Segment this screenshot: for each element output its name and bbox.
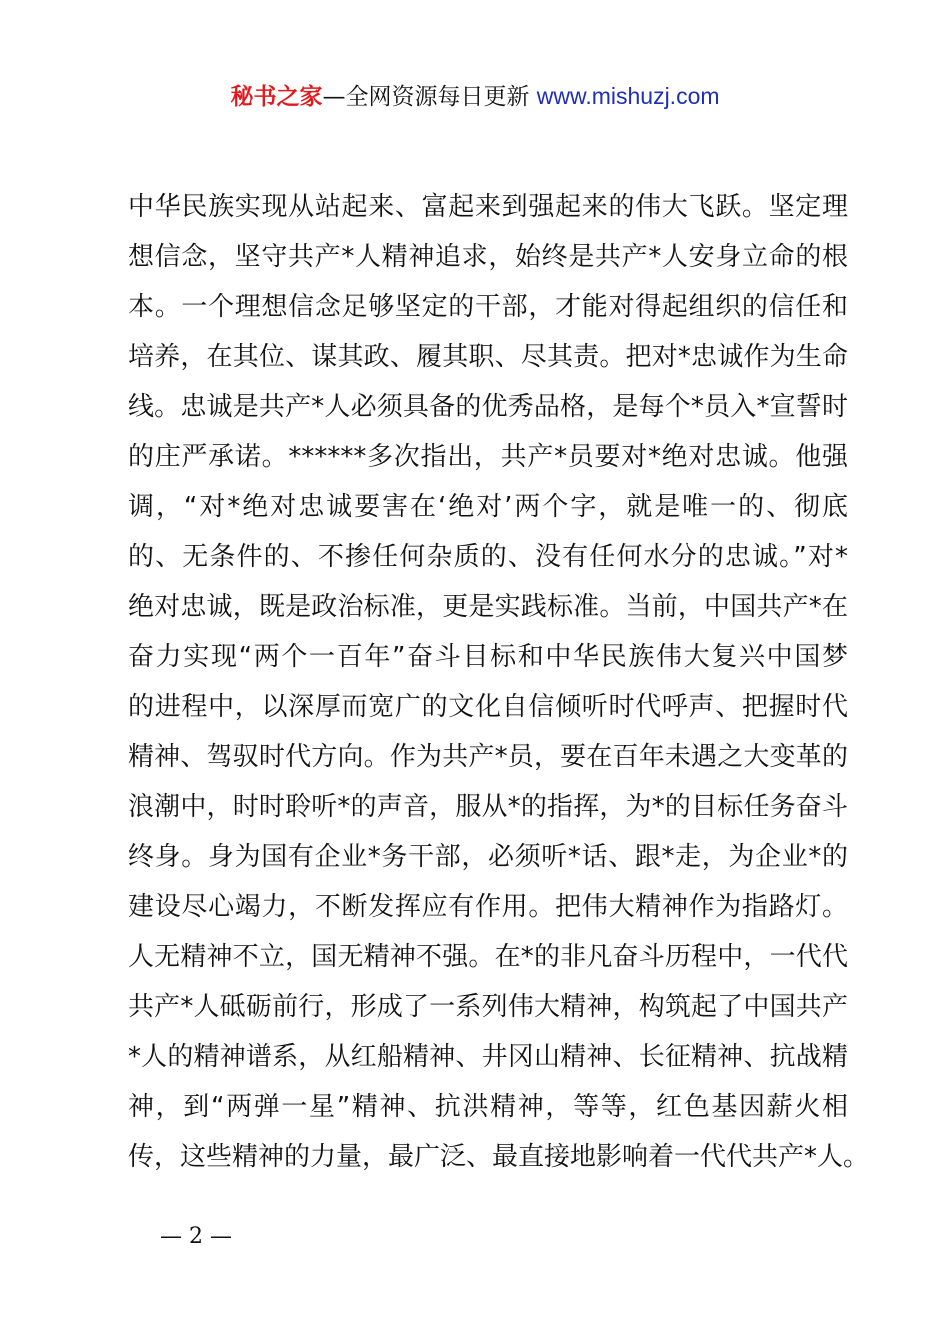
body-line: 建设尽心竭力，不断发挥应有作用。把伟大精神作为指路灯。: [128, 892, 848, 922]
body-line: 浪潮中，时时聆听*的声音，服从*的指挥，为*的目标任务奋斗: [128, 792, 848, 822]
body-line: 终身。身为国有企业*务干部，必须听*话、跟*走，为企业*的: [128, 842, 848, 872]
body-line: 调，“对*绝对忠诚要害在‘绝对’两个字，就是唯一的、彻底: [128, 492, 848, 522]
body-line: 想信念，坚守共产*人精神追求，始终是共产*人安身立命的根: [128, 242, 848, 272]
body-line: 培养，在其位、谋其政、履其职、尽其责。把对*忠诚作为生命: [128, 342, 848, 372]
body-line: 传，这些精神的力量，最广泛、最直接地影响着一代代共产*人。: [128, 1142, 870, 1172]
document-body: [128, 182, 870, 1182]
body-line: 中华民族实现从站起来、富起来到强起来的伟大飞跃。坚定理: [128, 192, 848, 222]
body-line: 神，到“两弹一星”精神、抗洪精神，等等，红色基因薪火相: [128, 1092, 848, 1122]
body-line: 奋力实现“两个一百年”奋斗目标和中华民族伟大复兴中国梦: [128, 642, 848, 672]
body-line: 人无精神不立，国无精神不强。在*的非凡奋斗历程中，一代代: [128, 942, 848, 972]
body-line: *人的精神谱系，从红船精神、井冈山精神、长征精神、抗战精: [128, 1042, 848, 1072]
page-number: — 2 —: [160, 1224, 232, 1249]
body-line: 本。一个理想信念足够坚定的干部，才能对得起组织的信任和: [128, 292, 848, 322]
body-line: 的进程中，以深厚而宽广的文化自信倾听时代呼声、把握时代: [128, 692, 848, 722]
site-header: [0, 78, 950, 115]
body-line: 共产*人砥砺前行，形成了一系列伟大精神，构筑起了中国共产: [128, 992, 848, 1022]
body-line: 线。忠诚是共产*人必须具备的优秀品格，是每个*员入*宣誓时: [128, 392, 848, 422]
body-line: 的、无条件的、不掺任何杂质的、没有任何水分的忠诚。”对*: [128, 542, 848, 572]
site-brand: 秘书之家: [230, 84, 323, 110]
body-line: 的庄严承诺。******多次指出，共产*员要对*绝对忠诚。他强: [128, 442, 848, 472]
site-tagline: —全网资源每日更新: [322, 84, 537, 110]
body-line: 绝对忠诚，既是政治标准，更是实践标准。当前，中国共产*在: [128, 592, 848, 622]
body-line: 精神、驾驭时代方向。作为共产*员，要在百年未遇之大变革的: [128, 742, 848, 772]
site-url: www.mishuzj.com: [536, 83, 720, 109]
